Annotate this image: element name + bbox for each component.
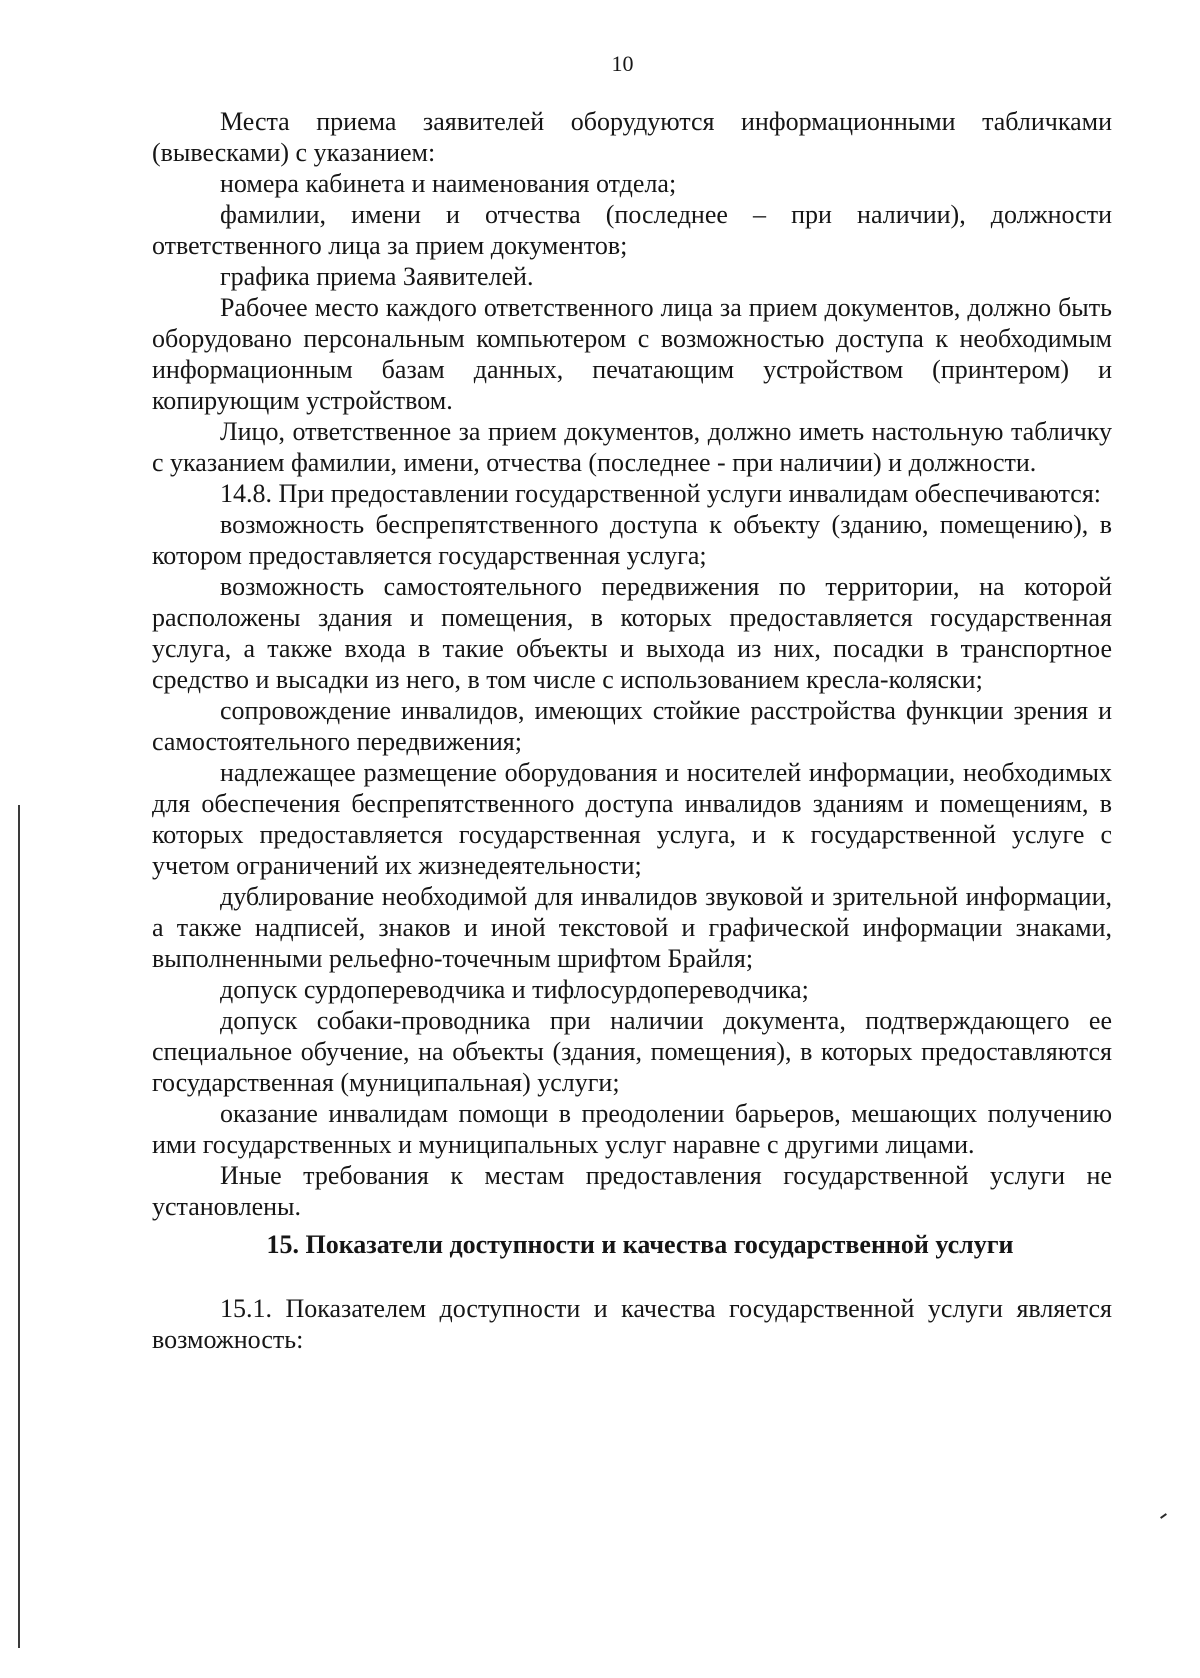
paragraph: номера кабинета и наименования отдела; <box>220 169 677 198</box>
paragraph: возможность самостоятельного передвижения по территории, на которой расположены здания и помещения, в которых предоставляется государственная услуга, а также входа в такие объекты и выхода из них, посадки в транспортное средство и высадки из него, в том числе с использованием кресла-коляски; <box>152 572 1112 694</box>
scan-mark <box>1160 1513 1167 1519</box>
paragraph: оказание инвалидам помощи в преодолении барьеров, мешающих получению ими государственных и муниципальных услуг наравне с другими лицами. <box>152 1099 1112 1159</box>
paragraph: Лицо, ответственное за прием документов, должно иметь настольную табличку с указанием фамилии, имени, отчества (последнее - при наличии) и должности. <box>152 417 1112 477</box>
paragraph: дублирование необходимой для инвалидов звуковой и зрительной информации, а также надписей, знаков и иной текстовой и графической информации знаками, выполненными рельефно-точечным шрифтом Брайля; <box>152 882 1112 973</box>
paragraph: надлежащее размещение оборудования и носителей информации, необходимых для обеспечения беспрепятственного доступа инвалидов зданиям и помещениям, в которых предоставляется государственная услуга, и к государственной услуге с учетом ограничений их жизнедеятельности; <box>152 758 1112 880</box>
paragraph: 15.1. Показателем доступности и качества государственной услуги является возможность: <box>152 1294 1112 1354</box>
paragraph: возможность беспрепятственного доступа к объекту (зданию, помещению), в котором предоставляется государственная услуга; <box>152 510 1112 570</box>
paragraph: допуск собаки-проводника при наличии документа, подтверждающего ее специальное обучение, на объекты (здания, помещения), в которых предоставляются государственная (муниципальная) услуги; <box>152 1006 1112 1097</box>
paragraph: Иные требования к местам предоставления государственной услуги не установлены. <box>152 1161 1112 1221</box>
document-body <box>152 106 1112 1355</box>
page-number: 10 <box>611 51 634 76</box>
paragraph: 14.8. При предоставлении государственной услуги инвалидам обеспечиваются: <box>220 479 1102 508</box>
section-heading: 15. Показатели доступности и качества государственной услуги <box>266 1230 1014 1259</box>
paragraph: сопровождение инвалидов, имеющих стойкие расстройства функции зрения и самостоятельного передвижения; <box>152 696 1112 756</box>
paragraph: Места приема заявителей оборудуются информационными табличками (вывесками) с указанием: <box>152 107 1112 167</box>
paragraph: допуск сурдопереводчика и тифлосурдопереводчика; <box>220 975 809 1004</box>
scan-edge-line <box>18 805 20 1648</box>
paragraph: фамилии, имени и отчества (последнее – при наличии), должности ответственного лица за прием документов; <box>152 200 1112 260</box>
paragraph: Рабочее место каждого ответственного лица за прием документов, должно быть оборудовано персональным компьютером с возможностью доступа к необходимым информационным базам данных, печатающим устройством (принтером) и копирующим устройством. <box>152 293 1112 415</box>
paragraph: графика приема Заявителей. <box>220 262 534 291</box>
